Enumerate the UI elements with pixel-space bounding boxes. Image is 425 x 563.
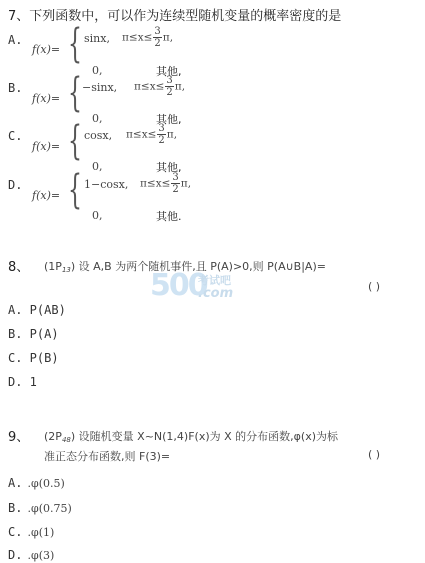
q9-option-value: .φ(1): [27, 526, 55, 539]
watermark-cn: 考试吧: [198, 274, 231, 287]
q8-option-b[interactable]: B. P(A): [8, 327, 59, 341]
q7-condition: π≤x≤ $\frac{3}{2}$ π,: [126, 123, 178, 146]
q9-option-c[interactable]: [8, 521, 54, 540]
q7-other: 其他.: [156, 210, 182, 223]
q7-condition: π≤x≤ $\frac{3}{2}$ π,: [122, 26, 174, 49]
q9-option-label: D.: [8, 548, 23, 562]
fraction: $\frac{3}{2}$: [172, 172, 179, 195]
q9-answer-blank[interactable]: ( ): [368, 448, 381, 461]
fraction: $\frac{3}{2}$: [166, 75, 173, 98]
fraction: $\frac{3}{2}$: [158, 123, 165, 146]
q8-text-line: [44, 258, 326, 274]
q9-option-d[interactable]: [8, 544, 54, 563]
q7-zero: 0,: [92, 160, 103, 173]
q7-brace: {: [68, 118, 82, 164]
q7-zero: 0,: [92, 64, 103, 77]
q9-option-b[interactable]: [8, 497, 72, 516]
watermark-com: .com: [198, 286, 234, 301]
q9-number: 9、: [8, 430, 30, 445]
q8-number: 8、: [8, 260, 30, 275]
q8-page-ref: $(1P_{13})$: [44, 260, 76, 274]
q7-option-label: C.: [8, 129, 23, 143]
q9-option-a[interactable]: [8, 472, 65, 491]
q8-option-a[interactable]: A. P(AB): [8, 303, 66, 317]
q7-func-label: f(x)=: [32, 43, 61, 56]
q7-expr: cosx,: [84, 129, 113, 142]
q7-option-label: A.: [8, 33, 23, 47]
q9-option-label: C.: [8, 525, 23, 539]
q7-other: 其他,: [156, 113, 182, 126]
q7-zero: 0,: [92, 209, 103, 222]
q7-func-label: f(x)=: [32, 140, 61, 153]
q8-text: 设 A,B 为两个随机事件,且 P(A)>0,则 P(A∪B|A)=: [78, 260, 326, 273]
q7-func-label: f(x)=: [32, 189, 61, 202]
q9-text-line1: [44, 428, 338, 444]
q8-option-d[interactable]: D. 1: [8, 375, 37, 389]
q8-answer-blank[interactable]: ( ): [368, 280, 381, 293]
q9-option-value: .φ(0.75): [27, 502, 72, 515]
q7-brace: {: [68, 21, 82, 67]
q7-option-label: D.: [8, 178, 23, 192]
q9-option-value: .φ(3): [27, 549, 55, 562]
q9-option-label: A.: [8, 476, 23, 490]
q7-brace: {: [68, 167, 82, 213]
q7-zero: 0,: [92, 112, 103, 125]
q7-other: 其他,: [156, 65, 182, 78]
q9-page-ref: $(2P_{48})$: [44, 430, 76, 444]
q7-brace: {: [68, 70, 82, 116]
q7-other: 其他,: [156, 161, 182, 174]
q9-option-label: B.: [8, 501, 23, 515]
q7-condition: π≤x≤ $\frac{3}{2}$ π,: [140, 172, 192, 195]
q9-text-line2: 准正态分布函数,则 F(3)=: [44, 450, 171, 463]
q7-expr: sinx,: [84, 32, 110, 45]
q7-option-label: B.: [8, 81, 23, 95]
q9-option-value: .φ(0.5): [27, 477, 65, 490]
q7-expr: 1−cosx,: [84, 178, 129, 191]
fraction: $\frac{3}{2}$: [154, 26, 161, 49]
watermark-number: 500: [150, 268, 207, 303]
q7-expr: −sinx,: [82, 81, 118, 94]
q7-title: 7、下列函数中，可以作为连续型随机变量的概率密度的是: [8, 9, 342, 24]
q8-option-c[interactable]: C. P(B): [8, 351, 59, 365]
q9-text: 设随机变量 X~N(1,4)F(x)为 X 的分布函数,φ(x)为标: [78, 430, 339, 443]
q7-func-label: f(x)=: [32, 92, 61, 105]
q7-condition: π≤x≤ $\frac{3}{2}$ π,: [134, 75, 186, 98]
